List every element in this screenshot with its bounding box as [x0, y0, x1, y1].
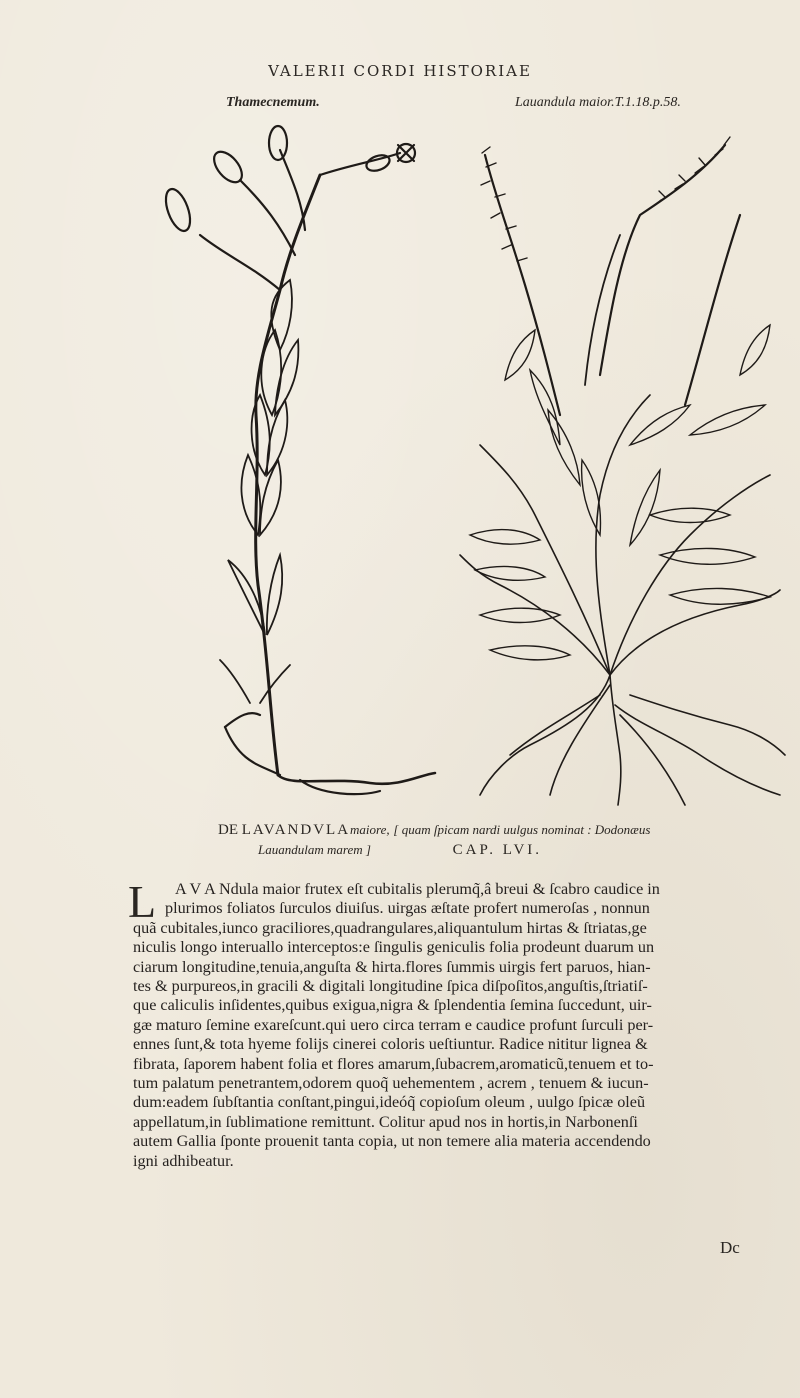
body-line: autem Gallia ſponte prouenit tanta copia, ut non temere alia materia accendendo: [133, 1132, 651, 1151]
chapter-title-suffix: maiore,: [350, 822, 390, 837]
body-line: igni adhibeatur.: [133, 1151, 234, 1170]
body-line: appellatum,in ſublimatione remittunt. Colitur apud nos in hortis,in Narbonenſi: [133, 1112, 638, 1131]
drop-initial: L: [128, 876, 157, 927]
chapter-title: LAVANDVLA: [241, 822, 351, 838]
woodcut-illustrations: [130, 115, 790, 815]
body-line: niculis longo interuallo interceptos:e ſingulis geniculis folia prodeunt duarum un: [133, 938, 655, 957]
thamecnemum-woodcut: [161, 126, 435, 794]
chapter-note-line2: Lauandulam marem ]: [258, 842, 371, 857]
chapter-heading: [218, 820, 738, 860]
body-line: fibrata, ſaporem habent folia et flores amarum,ſubacrem,aromaticũ,tenuem et to-: [133, 1054, 654, 1073]
figure-label-right: Lauandula maior.T.1.18.p.58.: [515, 95, 681, 110]
body-line: quã cubitales,iunco graciliores,quadrangulares,aliquantulum hirtas & ſtriatas,ge: [133, 918, 647, 937]
body-line: ciarum longitudine,tenuia,anguſta & hirta.flores ſummis uirgis fert paruos, hian-: [133, 957, 651, 976]
body-text: [133, 880, 763, 1171]
body-line: dum:eadem ſubſtantia conſtant,pingui,ideóq̃ copioſum oleum , uulgo ſpicæ oleũ: [133, 1093, 646, 1112]
body-line: plurimos foliatos ſurculos diuiſus. uirgas æſtate profert numeroſas , nonnun: [165, 899, 650, 918]
running-head: VALERII CORDI HISTORIAE: [268, 62, 532, 80]
figure-label-left: Thamecnemum.: [226, 95, 320, 110]
body-line: tum palatum penetrantem,odorem quoq̃ uehementem , acrem , tenuem & iucun-: [133, 1074, 649, 1093]
lavandula-woodcut: [460, 137, 785, 805]
body-line: gæ maturo ſemine exareſcunt.qui uero circa terram e caudice profunt ſurculi per-: [133, 1015, 654, 1034]
catchword: Dc: [720, 1238, 740, 1257]
body-line: ennes ſunt,& tota hyeme folijs cinerei coloris ueſtiuntur. Radice nititur lignea &: [133, 1035, 648, 1054]
body-line: A V A Ndula maior frutex eſt cubitalis plerumq̃,â breui & ſcabro caudice in: [175, 880, 660, 898]
chapter-number: CAP. LVI.: [452, 842, 543, 858]
chapter-prefix: DE: [218, 822, 238, 838]
chapter-note: [ quam ſpicam nardi uulgus nominat : Dodonæus: [393, 822, 651, 837]
body-line: tes & purpureos,in gracili & digitali longitudine ſpica diſpoſitos,anguſtis,ſtriatiſ-: [133, 977, 648, 996]
body-line: que caliculis inſidentes,quibus exigua,nigra & ſplendentia ſemina ſuccedunt, uir-: [133, 996, 652, 1015]
